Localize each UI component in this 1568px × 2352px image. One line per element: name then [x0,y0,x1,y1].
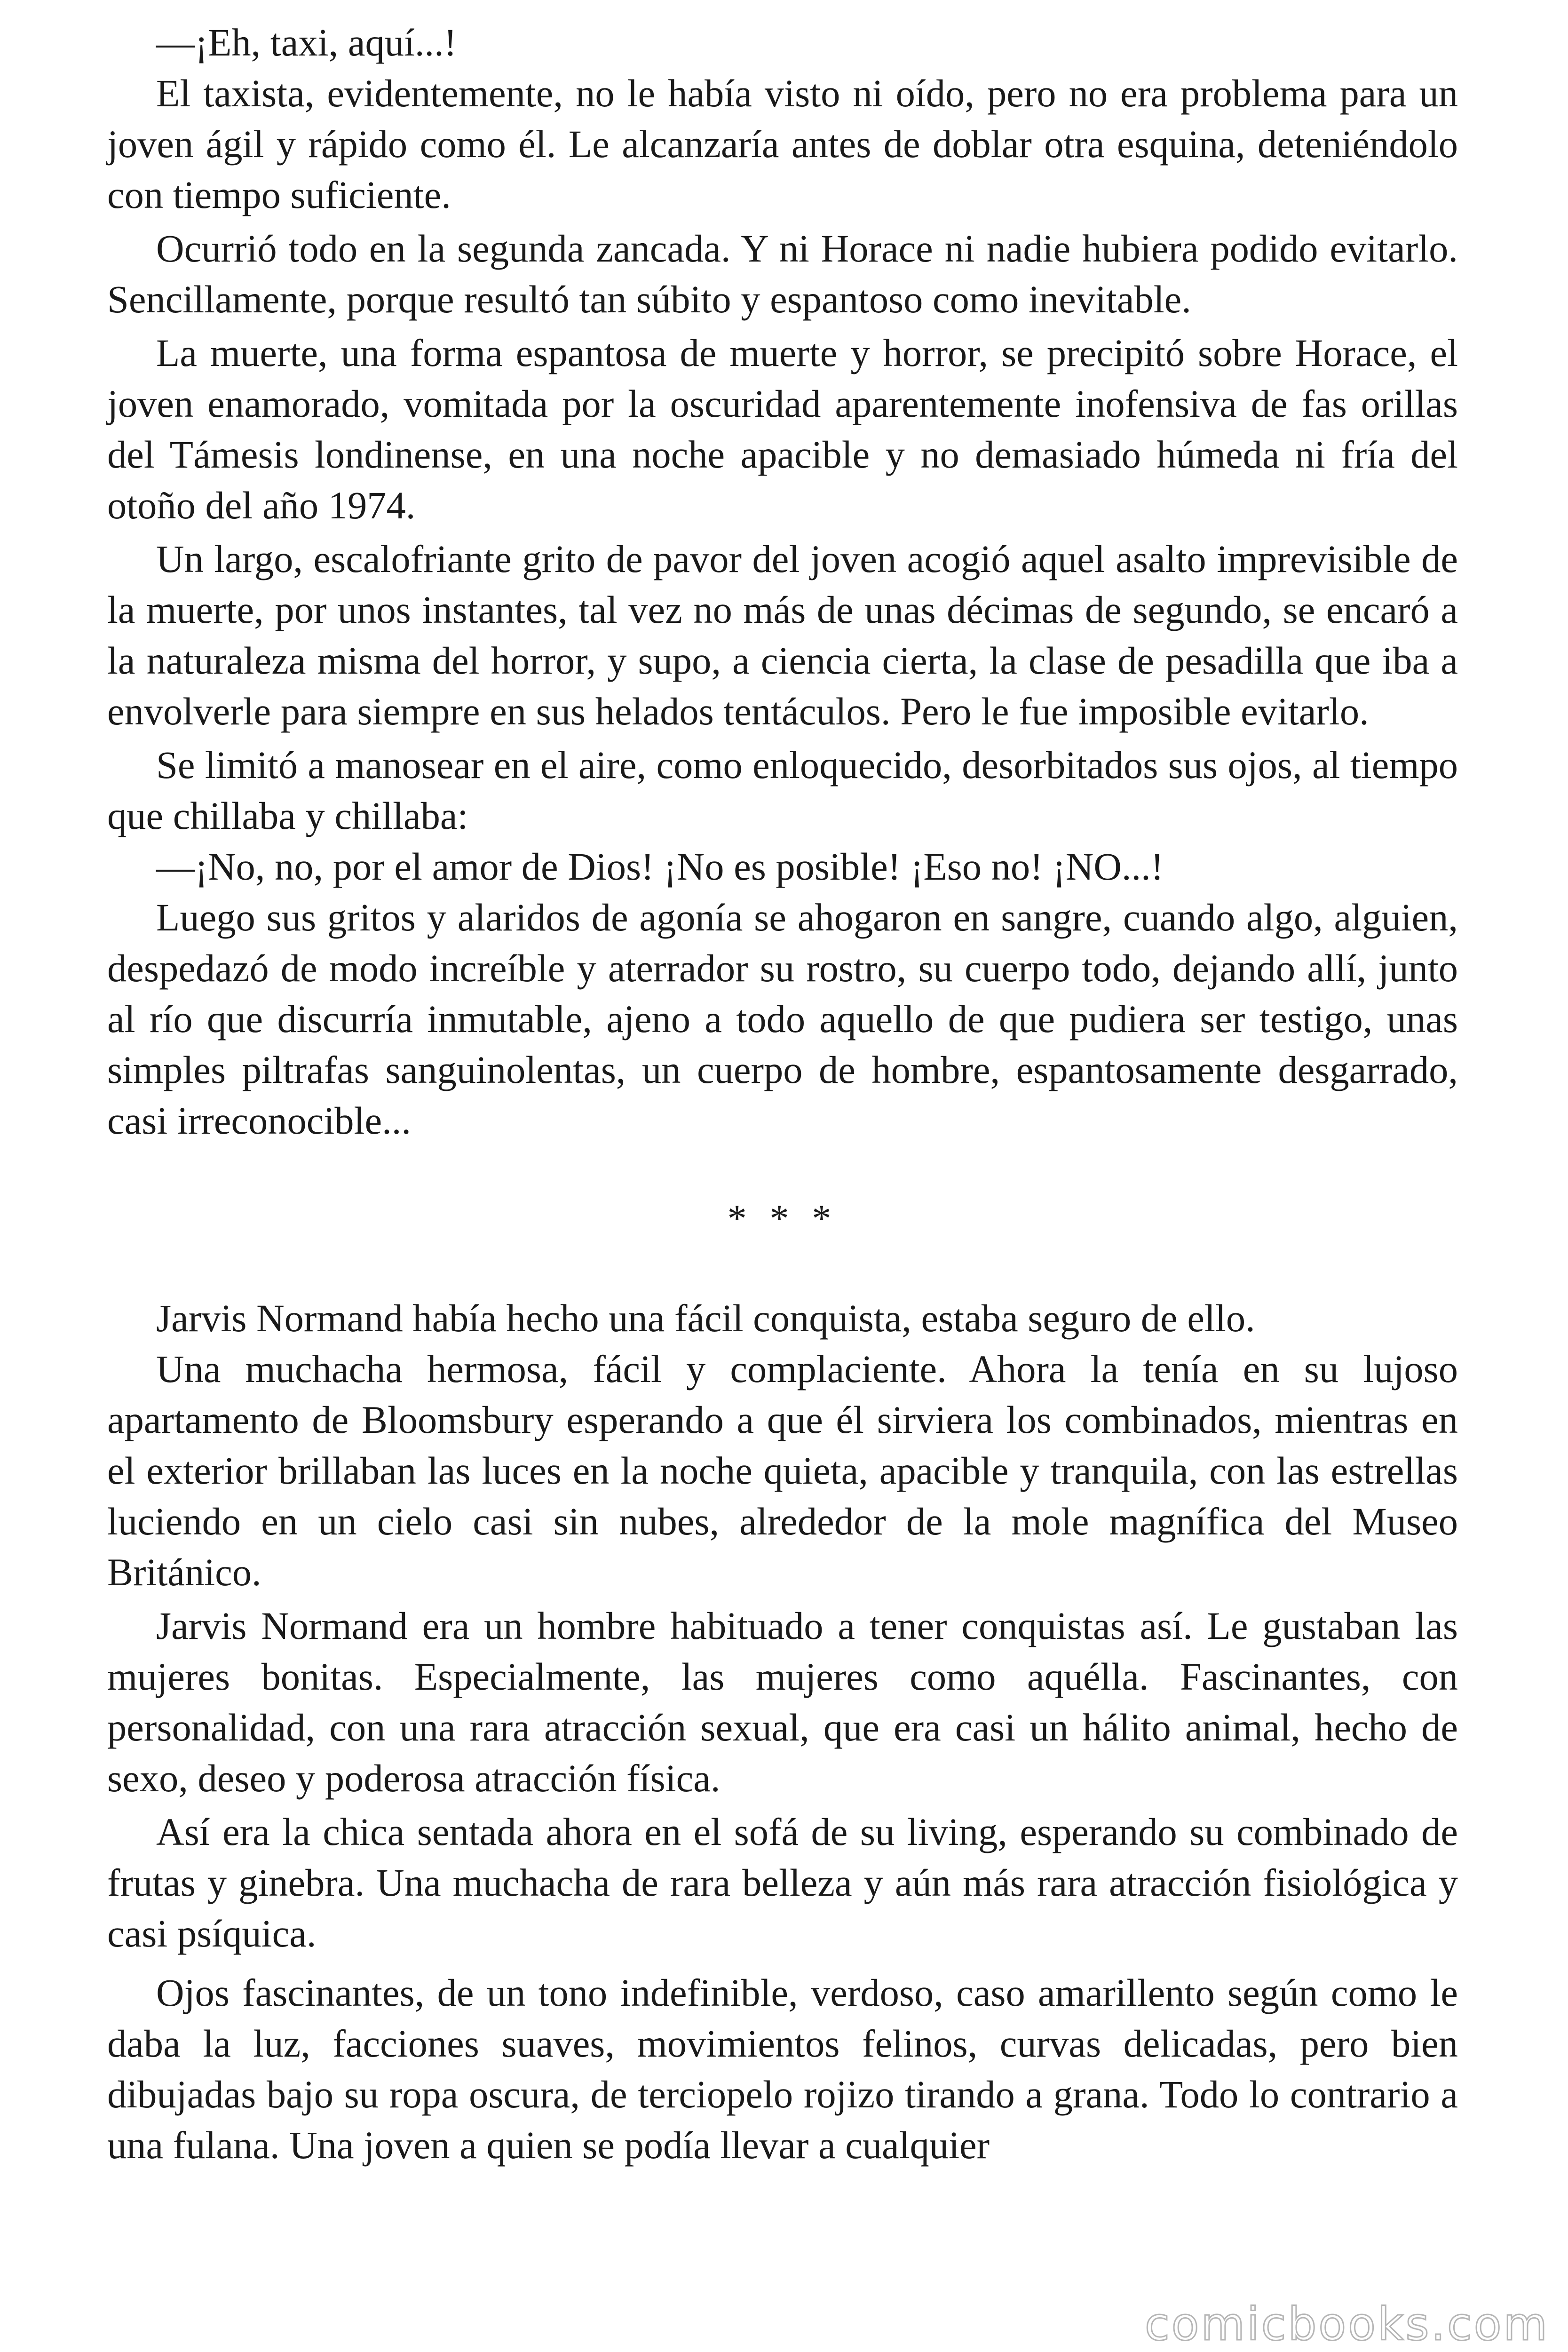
paragraph: El taxista, evidentemente, no le había visto ni oído, pero no era problema para un joven ágil y rápido como él. Le alcanzaría antes de doblar otra esquina, deteniéndolo con tiempo suficiente. [107,72,1458,216]
paragraph: —¡Eh, taxi, aquí...! [156,21,457,64]
paragraph: Un largo, escalofriante grito de pavor del joven acogió aquel asalto imprevisible de la muerte, por unos instantes, tal vez no más de unas décimas de segundo, se encaró a la naturaleza misma del horror, y supo, a ciencia cierta, la clase de pesadilla que iba a envolverle para siempre en sus helados tentáculos. Pero le fue imposible evitarlo. [107,537,1458,733]
paragraph: La muerte, una forma espantosa de muerte y horror, se precipitó sobre Horace, el joven enamorado, vomitada por la oscuridad aparentemente inofensiva de fas orillas del Támesis londinense, en una noche apacible y no demasiado húmeda ni fría del otoño del año 1974. [107,331,1458,527]
watermark-logo: comicbooks.com [1144,2298,1549,2351]
paragraph: Una muchacha hermosa, fácil y complaciente. Ahora la tenía en su lujoso apartamento de Bloomsbury esperando a que él sirviera los combinados, mientras en el exterior brillaban las luces en la noche quieta, apacible y tranquila, con las estrellas luciendo en un cielo casi sin nubes, alrededor de la mole magnífica del Museo Británico. [107,1347,1458,1594]
paragraph: Se limitó a manosear en el aire, como enloquecido, desorbitados sus ojos, al tiempo que chillaba y chillaba: [107,743,1458,837]
book-page [107,17,1458,2170]
paragraph: Ocurrió todo en la segunda zancada. Y ni Horace ni nadie hubiera podido evitarlo. Sencillamente, porque resultó tan súbito y espantoso como inevitable. [107,227,1458,321]
section-separator: * * * [727,1197,838,1240]
paragraph: Jarvis Normand era un hombre habituado a tener conquistas así. Le gustaban las mujeres bonitas. Especialmente, las mujeres como aquélla. Fascinantes, con personalidad, con una rara atracción sexual, que era casi un hálito animal, hecho de sexo, deseo y poderosa atracción física. [107,1604,1458,1800]
paragraph: Ojos fascinantes, de un tono indefinible, verdoso, caso amarillento según como le daba la luz, facciones suaves, movimientos felinos, curvas delicadas, pero bien dibujadas bajo su ropa oscura, de terciopelo rojizo tirando a grana. Todo lo contrario a una fulana. Una joven a quien se podía llevar a cualquier [107,1971,1458,2167]
paragraph: Luego sus gritos y alaridos de agonía se ahogaron en sangre, cuando algo, alguien, despedazó de modo increíble y aterrador su rostro, su cuerpo todo, dejando allí, junto al río que discurría inmutable, ajeno a todo aquello de que pudiera ser testigo, unas simples piltrafas sanguinolentas, un cuerpo de hombre, espantosamente desgarrado, casi irreconocible... [107,896,1458,1142]
paragraph: Así era la chica sentada ahora en el sofá de su living, esperando su combinado de frutas y ginebra. Una muchacha de rara belleza y aún más rara atracción fisiológica y casi psíquica. [107,1810,1458,1955]
paragraph: —¡No, no, por el amor de Dios! ¡No es posible! ¡Eso no! ¡NO...! [156,845,1164,888]
paragraph: Jarvis Normand había hecho una fácil conquista, estaba seguro de ello. [156,1296,1255,1340]
